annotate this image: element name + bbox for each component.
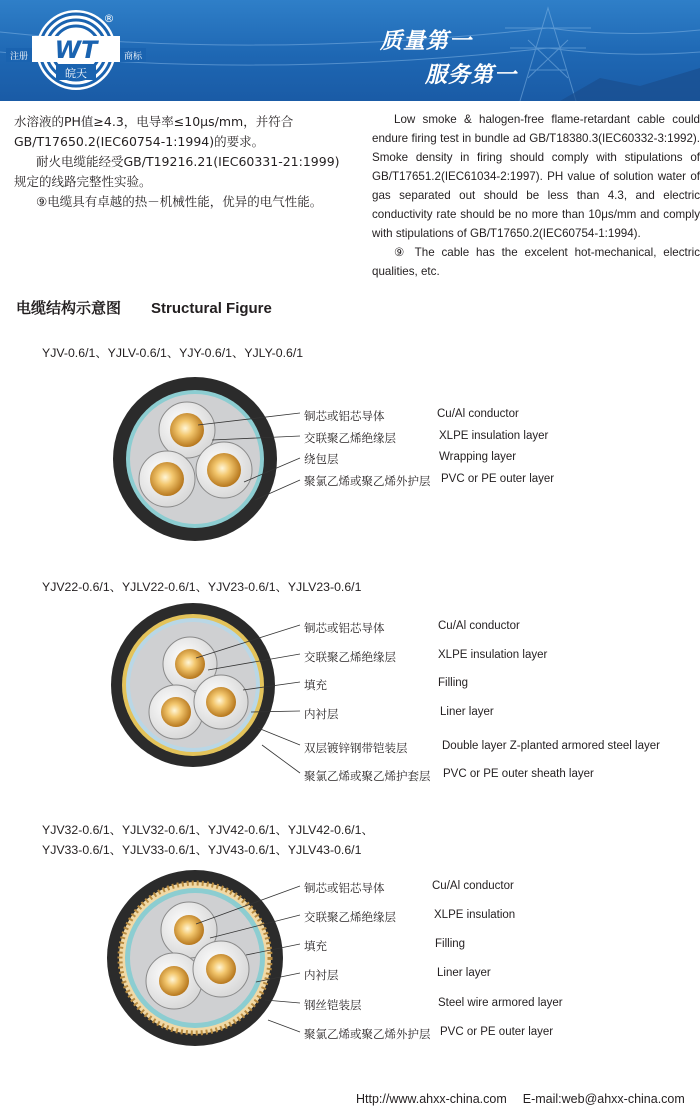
- section-title-en: Structural Figure: [151, 300, 272, 317]
- registered-mark: ®: [103, 12, 115, 25]
- fig3-label-cn-3: 填充: [304, 939, 327, 953]
- fig3-label-cn-1: 铜芯或铝芯导体: [304, 881, 385, 895]
- fig2-label-en-2: XLPE insulation layer: [438, 649, 548, 661]
- figure-2-models: YJV22-0.6/1、YJLV22-0.6/1、YJV23-0.6/1、YJLV23-0.6/1: [42, 580, 362, 594]
- footer-website-link[interactable]: Http://www.ahxx-china.com: [356, 1092, 507, 1106]
- fig2-label-en-1: Cu/Al conductor: [438, 620, 520, 632]
- fig1-label-en-4: PVC or PE outer layer: [441, 473, 555, 485]
- section-title-cn: 电缆结构示意图: [16, 299, 122, 317]
- en-paragraph-1: Low smoke & halogen-free flame-retardant cable could endure firing test in bundle ad GB/T18380.3(IEC60332-3:1992). Smoke density in firing should comply with stipulations of GB/T17651.2(IEC61034-2:1997). PH value of solution water of gas separated out should be less than 4.3, and electric conductivity rate should be no more than 10μs/mm and comply with stipulations of GB/T17650.2(IEC60754-1:1994).: [372, 113, 700, 240]
- cn-paragraph-1: 水溶液的PH值≥4.3，电导率≤10μs/mm，并符合GB/T17650.2(IEC60754-1:1994)的要求。: [14, 114, 294, 149]
- fig1-label-en-3: Wrapping layer: [439, 451, 517, 463]
- slogan-service: 服务第一: [425, 63, 518, 88]
- cable-cross-section-2: [111, 603, 300, 773]
- fig2-label-cn-5: 双层镀锌钢带铠装层: [304, 741, 408, 755]
- slogan-quality: 质量第一: [380, 29, 473, 54]
- figure-1-models: YJV-0.6/1、YJLV-0.6/1、YJY-0.6/1、YJLY-0.6/1: [42, 346, 304, 360]
- cn-paragraph-3: ⑨电缆具有卓越的热－机械性能，优异的电气性能。: [36, 194, 323, 209]
- fig3-label-cn-2: 交联聚乙烯绝缘层: [304, 910, 396, 924]
- fig1-label-en-2: XLPE insulation layer: [439, 430, 549, 442]
- fig1-label-en-1: Cu/Al conductor: [437, 408, 519, 420]
- fig3-label-en-5: Steel wire armored layer: [438, 997, 563, 1009]
- logo-right-text: 商标: [123, 52, 143, 62]
- fig3-label-en-3: Filling: [435, 938, 466, 950]
- fig3-label-en-6: PVC or PE outer layer: [440, 1026, 554, 1038]
- footer: [356, 1092, 685, 1106]
- fig2-label-cn-4: 内衬层: [304, 707, 339, 721]
- fig3-label-cn-4: 内衬层: [304, 968, 339, 982]
- fig1-label-cn-3: 绕包层: [304, 452, 339, 466]
- fig2-label-cn-3: 填充: [304, 678, 327, 692]
- figure-3-models-line-1: YJV32-0.6/1、YJLV32-0.6/1、YJV42-0.6/1、YJLV42-0.6/1、: [42, 823, 374, 837]
- fig3-label-en-1: Cu/Al conductor: [432, 880, 514, 892]
- fig3-label-en-2: XLPE insulation: [434, 909, 516, 921]
- en-paragraph-2: ⑨ The cable has the excelent hot-mechanical, electric qualities, etc.: [372, 246, 700, 278]
- fig2-label-en-5: Double layer Z-planted armored steel layer: [442, 740, 660, 752]
- figure-3-models-line-2: YJV33-0.6/1、YJLV33-0.6/1、YJV43-0.6/1、YJLV43-0.6/1: [42, 843, 362, 857]
- logo-brand: 皖天: [65, 67, 87, 80]
- fig2-label-cn-2: 交联聚乙烯绝缘层: [304, 650, 396, 664]
- fig3-label-en-4: Liner layer: [437, 967, 491, 979]
- fig1-label-cn-1: 铜芯或铝芯导体: [304, 409, 385, 423]
- fig1-label-cn-2: 交联聚乙烯绝缘层: [304, 431, 396, 445]
- logo-left-text: 注册: [9, 52, 29, 62]
- fig2-label-cn-1: 铜芯或铝芯导体: [304, 621, 385, 635]
- fig3-label-cn-6: 聚氯乙烯或聚乙烯外护层: [304, 1027, 431, 1041]
- cable-cross-section-3: [107, 870, 300, 1046]
- cn-paragraph-2: 耐火电缆能经受GB/T19216.21(IEC60331-21:1999)规定的线路完整性实验。: [14, 154, 340, 189]
- fig2-label-en-6: PVC or PE outer sheath layer: [443, 768, 594, 780]
- fig1-label-cn-4: 聚氯乙烯或聚乙烯外护层: [304, 474, 431, 488]
- footer-email-link[interactable]: E-mail:web@ahxx-china.com: [522, 1092, 685, 1106]
- cable-cross-section-1: [113, 377, 300, 541]
- fig3-label-cn-5: 钢丝铠装层: [304, 998, 362, 1012]
- logo-letters: WT: [54, 36, 98, 64]
- fig2-label-cn-6: 聚氯乙烯或聚乙烯护套层: [304, 769, 431, 783]
- fig2-label-en-4: Liner layer: [440, 706, 494, 718]
- fig2-label-en-3: Filling: [438, 677, 469, 689]
